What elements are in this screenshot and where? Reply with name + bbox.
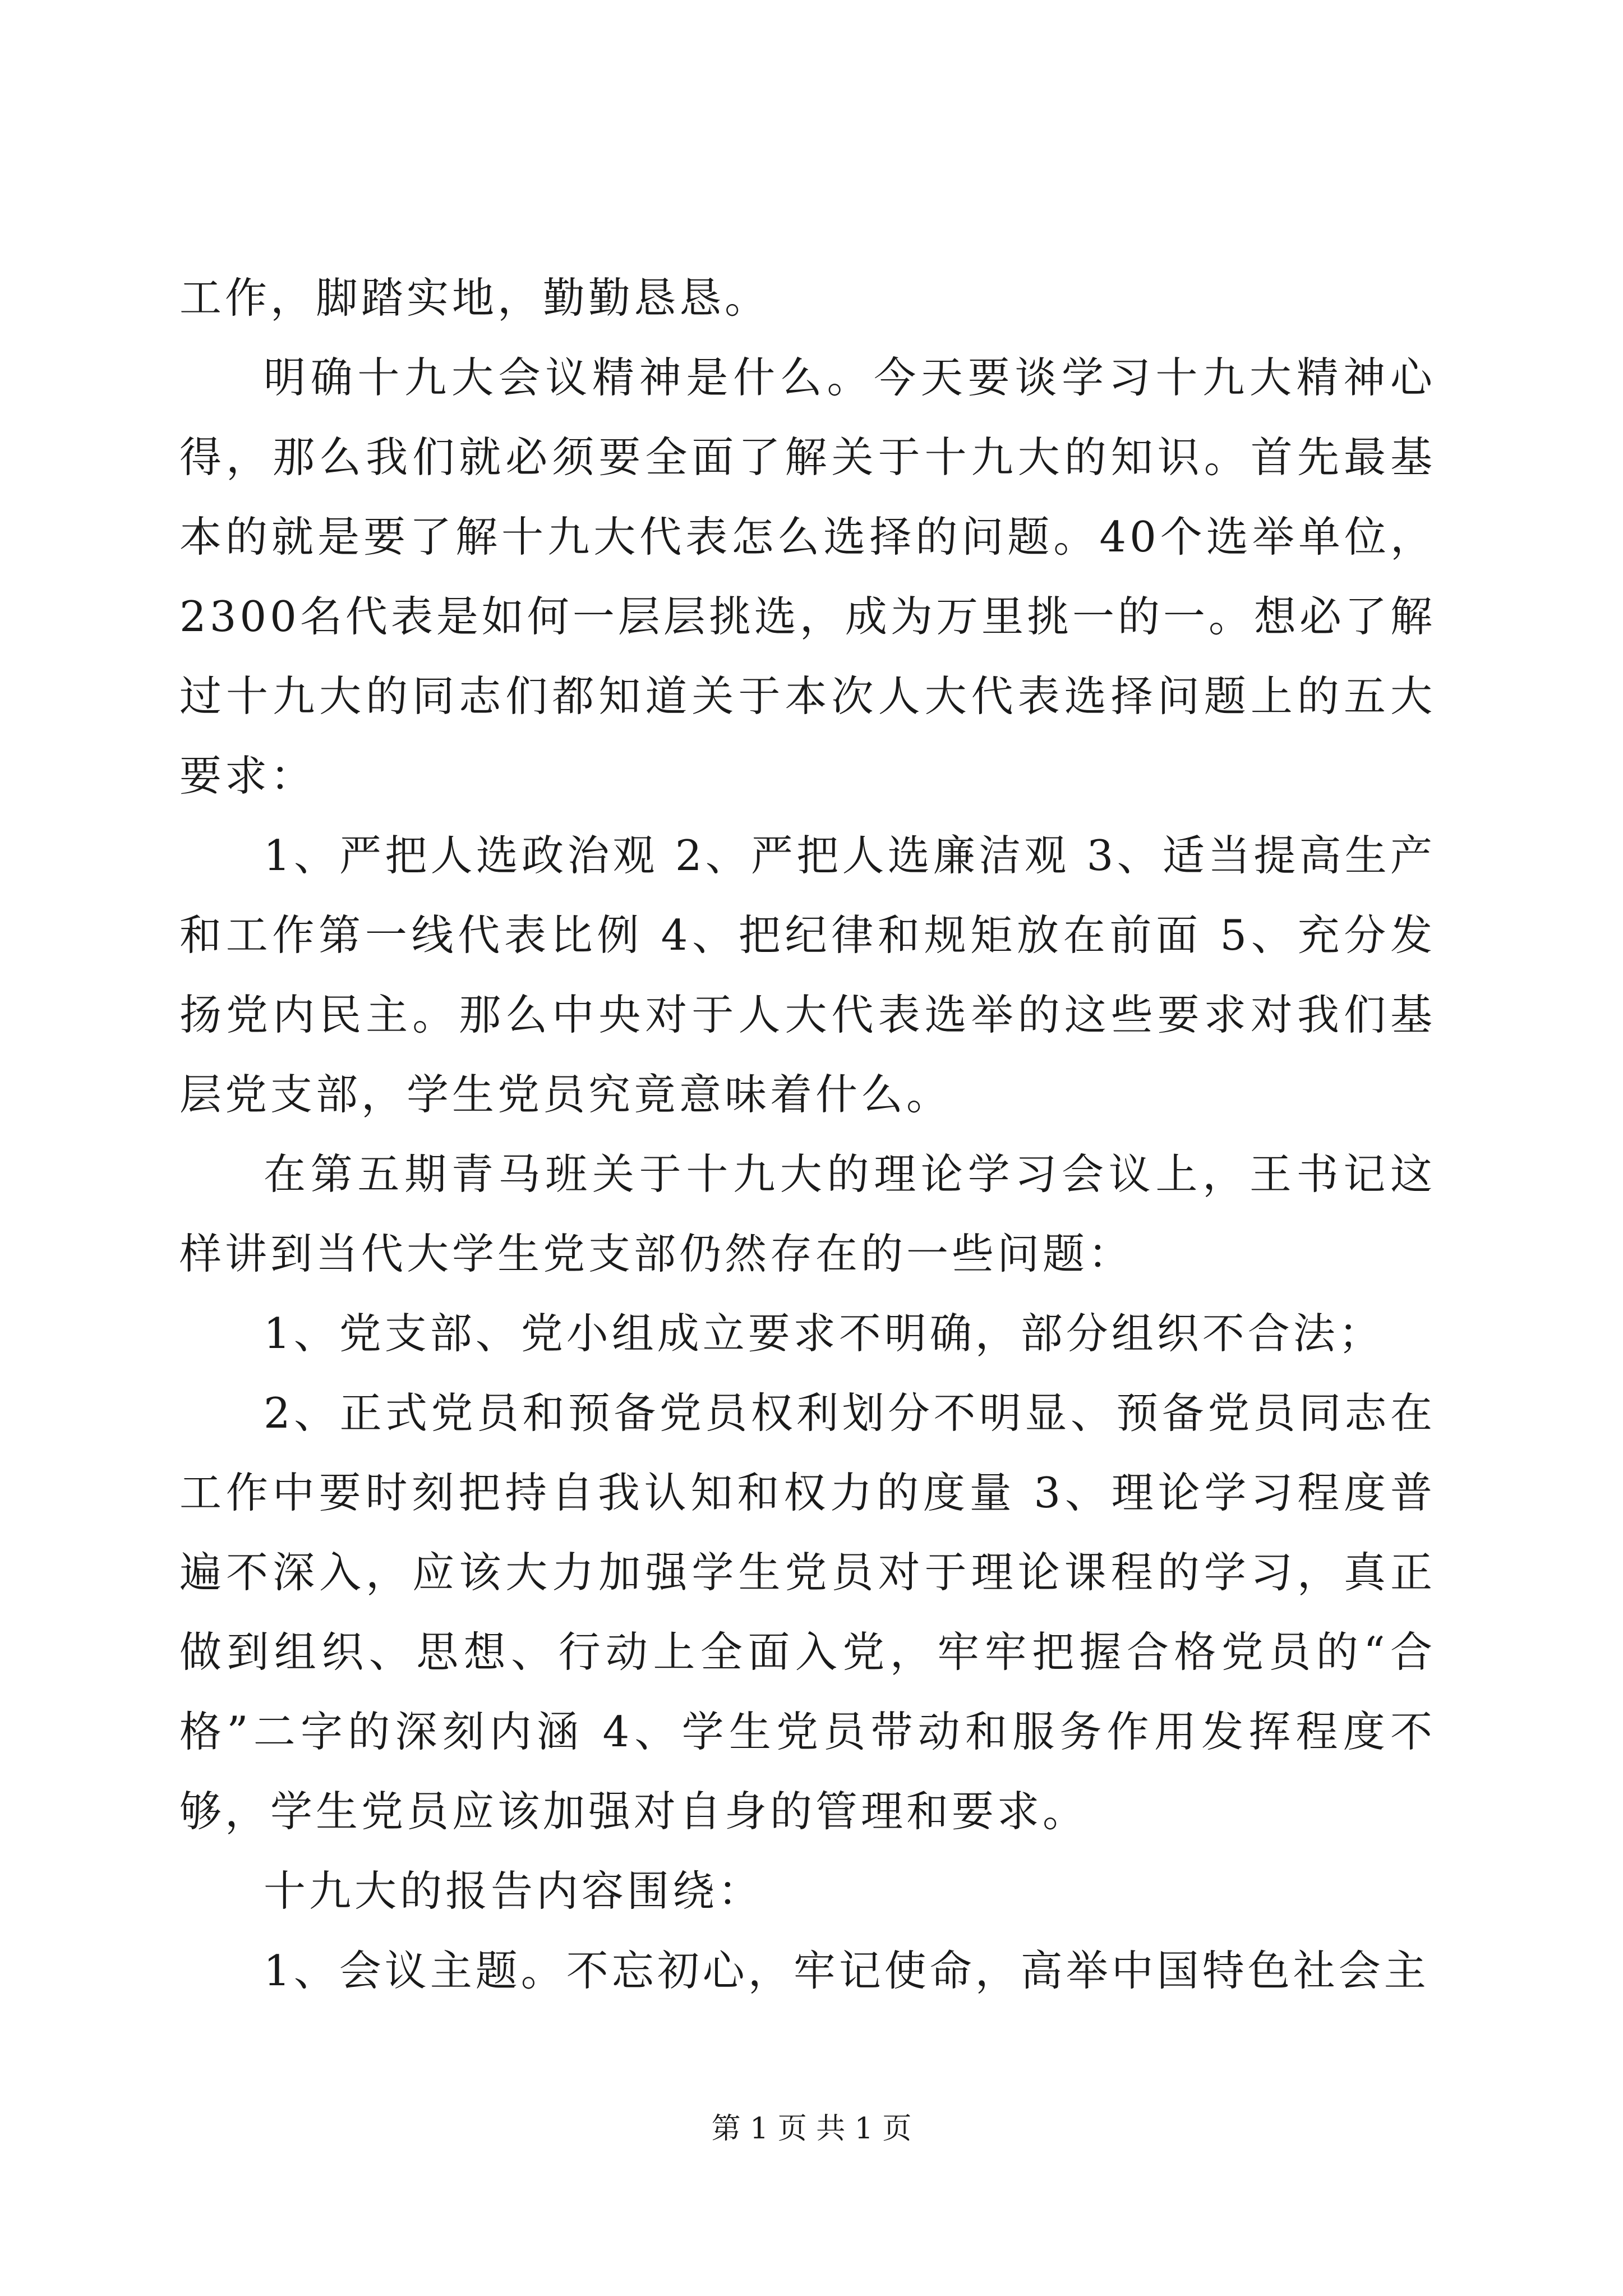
paragraph-1: 工作，脚踏实地，勤勤恳恳。 bbox=[179, 273, 771, 323]
paragraph-8: 1、会议主题。不忘初心，牢记使命，高举中国特色社会主 bbox=[264, 1946, 1430, 1995]
paragraph-3: 1、严把人选政治观 2、严把人选廉洁观 3、适当提高生产和工作第一线代表比例 4、把纪律和规矩放在前面 5、充分发扬党内民主。那么中央对于人大代表选举的这些要求对我们基层党支部，学生党员究竟意味着什么。 bbox=[179, 831, 1436, 1119]
paragraph-6: 2、正式党员和预备党员权利划分不明显、预备党员同志在工作中要时刻把持自我认知和权力的度量 3、理论学习程度普遍不深入，应该大力加强学生党员对于理论课程的学习，真正做到组织、思想、行动上全面入党，牢牢把握合格党员的“合格”二字的深刻内涵 4、学生党员带动和服务作用发挥程度不够，学生党员应该加强对自身的管理和要求。 bbox=[179, 1388, 1436, 1836]
paragraph-7: 十九大的报告内容围绕： bbox=[264, 1866, 764, 1916]
page-number-label: 第 1 页 共 1 页 bbox=[711, 2112, 912, 2146]
paragraph-2: 明确十九大会议精神是什么。今天要谈学习十九大精神心得，那么我们就必须要全面了解关于十九大的知识。首先最基本的就是要了解十九大代表怎么选择的问题。40个选举单位，2300名代表是如何一层层挑选，成为万里挑一的一。想必了解过十九大的同志们都知道关于本次人大代表选择问题上的五大要求： bbox=[179, 353, 1436, 800]
paragraph-5: 1、党支部、党小组成立要求不明确，部分组织不合法； bbox=[264, 1309, 1384, 1358]
paragraph-4: 在第五期青马班关于十九大的理论学习会议上，王书记这样讲到当代大学生党支部仍然存在的一些问题： bbox=[179, 1149, 1436, 1278]
document-body bbox=[179, 258, 1436, 2010]
page-footer bbox=[0, 2109, 1623, 2148]
